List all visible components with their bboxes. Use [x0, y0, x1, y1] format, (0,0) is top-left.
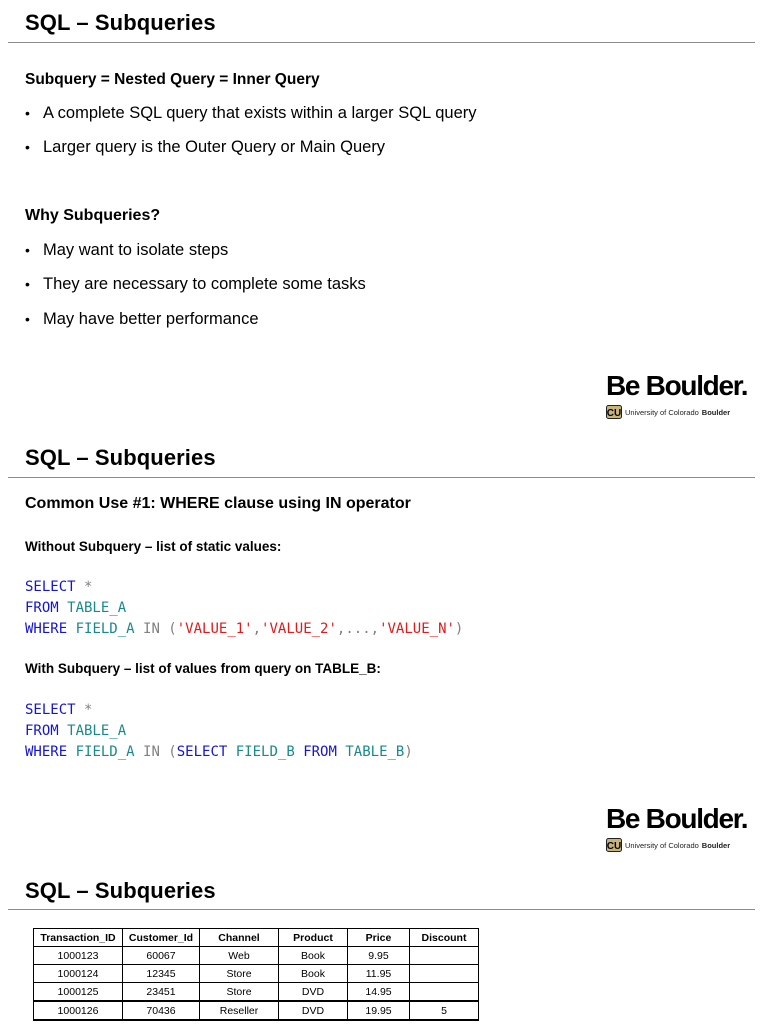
slide-title: SQL – Subqueries: [25, 445, 216, 470]
table-row: [34, 983, 479, 1002]
sql-keyword: FROM: [25, 723, 59, 739]
table-cell: 14.95: [348, 983, 410, 1002]
column-header: Channel: [200, 929, 279, 947]
table-row: [34, 1001, 479, 1020]
bullet-text: May have better performance: [43, 310, 259, 328]
cu-shield-icon: [606, 405, 622, 419]
table-cell: 19.95: [348, 1001, 410, 1020]
sql-keyword: FROM: [294, 744, 337, 760]
bullet-text: May want to isolate steps: [43, 241, 229, 259]
sql-identifier: FIELD_A: [67, 744, 135, 760]
without-subquery-label: Without Subquery – list of static values:: [25, 539, 282, 554]
table-cell: [410, 965, 479, 983]
bullet-item: [25, 104, 477, 123]
sql-operator: *: [75, 702, 93, 718]
sql-keyword: SELECT: [176, 744, 228, 760]
slide-title: SQL – Subqueries: [25, 878, 216, 903]
bullet-item: [25, 138, 385, 157]
sql-operator: ,: [252, 621, 262, 637]
logo-university-line: [606, 405, 747, 419]
table-cell: 1000123: [34, 947, 123, 965]
table-cell: 1000126: [34, 1001, 123, 1020]
sql-operator: IN (: [134, 744, 177, 760]
table-cell: Store: [200, 965, 279, 983]
sql-keyword: WHERE: [25, 744, 68, 760]
bullet-item: [25, 241, 228, 260]
be-boulder-logo: [606, 805, 747, 852]
logo-campus: Boulder: [701, 840, 731, 850]
sql-operator: ): [404, 744, 413, 760]
sql-string: 'VALUE_2': [261, 621, 337, 637]
be-boulder-logo: [606, 372, 747, 419]
svg-text:CU: CU: [606, 841, 622, 852]
table-cell: [410, 983, 479, 1002]
column-header: Customer_Id: [123, 929, 200, 947]
logo-university: University of Colorado: [625, 840, 699, 850]
sql-identifier: TABLE_A: [58, 600, 127, 616]
table-cell: Web: [200, 947, 279, 965]
title-divider: [8, 477, 755, 478]
sql-operator: *: [75, 579, 93, 595]
transactions-table: [33, 928, 479, 1021]
bullet-icon: •: [25, 139, 30, 155]
with-subquery-label: With Subquery – list of values from query on TABLE_B:: [25, 661, 381, 676]
sql-keyword: SELECT: [25, 579, 76, 595]
table-cell: 9.95: [348, 947, 410, 965]
table-cell: DVD: [279, 1001, 348, 1020]
column-header: Transaction_ID: [34, 929, 123, 947]
sql-keyword: WHERE: [25, 621, 68, 637]
cu-shield-icon: [606, 838, 622, 852]
sql-operator: ): [454, 621, 464, 637]
logo-brand: Be Boulder.: [606, 803, 748, 834]
subquery-definition-heading: Subquery = Nested Query = Inner Query: [25, 71, 320, 88]
table-cell: Store: [200, 983, 279, 1002]
table-cell: 1000125: [34, 983, 123, 1002]
slide-1: [0, 0, 768, 433]
table-cell: 60067: [123, 947, 200, 965]
table-cell: Reseller: [200, 1001, 279, 1020]
sql-identifier: FIELD_B: [227, 744, 295, 760]
slide-2: [0, 433, 768, 866]
table-cell: DVD: [279, 983, 348, 1002]
sql-keyword: FROM: [25, 600, 59, 616]
bullet-item: [25, 310, 259, 329]
bullet-text: They are necessary to complete some tasks: [43, 275, 366, 293]
table-row: [34, 965, 479, 983]
bullet-text: A complete SQL query that exists within a larger SQL query: [43, 104, 477, 122]
sql-identifier: TABLE_A: [58, 723, 127, 739]
bullet-icon: •: [25, 105, 30, 121]
column-header: Discount: [410, 929, 479, 947]
table-cell: 70436: [123, 1001, 200, 1020]
sql-keyword: SELECT: [25, 702, 76, 718]
table-cell: Book: [279, 965, 348, 983]
sql-operator: ,...,: [336, 621, 380, 637]
table-cell: 1000124: [34, 965, 123, 983]
logo-campus: Boulder: [701, 407, 731, 417]
sql-identifier: TABLE_B: [336, 744, 405, 760]
code-block-subquery: [25, 700, 413, 763]
sql-operator: IN (: [134, 621, 177, 637]
code-block-static: [25, 577, 463, 640]
table-cell: Book: [279, 947, 348, 965]
slide-title: SQL – Subqueries: [25, 10, 216, 35]
column-header: Price: [348, 929, 410, 947]
table-cell: 23451: [123, 983, 200, 1002]
bullet-icon: •: [25, 311, 30, 327]
logo-brand: Be Boulder.: [606, 370, 748, 401]
table-header-row: [34, 929, 479, 947]
column-header: Product: [279, 929, 348, 947]
sql-identifier: FIELD_A: [67, 621, 135, 637]
table-cell: [410, 947, 479, 965]
bullet-item: [25, 275, 366, 294]
table-row: [34, 947, 479, 965]
sql-string: 'VALUE_N': [379, 621, 455, 637]
slide-3: [0, 866, 768, 1024]
common-use-heading: Common Use #1: WHERE clause using IN operator: [25, 495, 411, 512]
logo-university: University of Colorado: [625, 407, 699, 417]
table-cell: 12345: [123, 965, 200, 983]
why-subqueries-heading: Why Subqueries?: [25, 207, 161, 224]
bullet-icon: •: [25, 276, 30, 292]
logo-university-line: [606, 838, 747, 852]
title-divider: [8, 909, 755, 910]
sql-string: 'VALUE_1': [176, 621, 253, 637]
title-divider: [8, 42, 755, 43]
table-cell: 5: [410, 1001, 479, 1020]
table-cell: 11.95: [348, 965, 410, 983]
svg-text:CU: CU: [606, 408, 622, 419]
bullet-text: Larger query is the Outer Query or Main Query: [43, 138, 386, 156]
bullet-icon: •: [25, 242, 30, 258]
